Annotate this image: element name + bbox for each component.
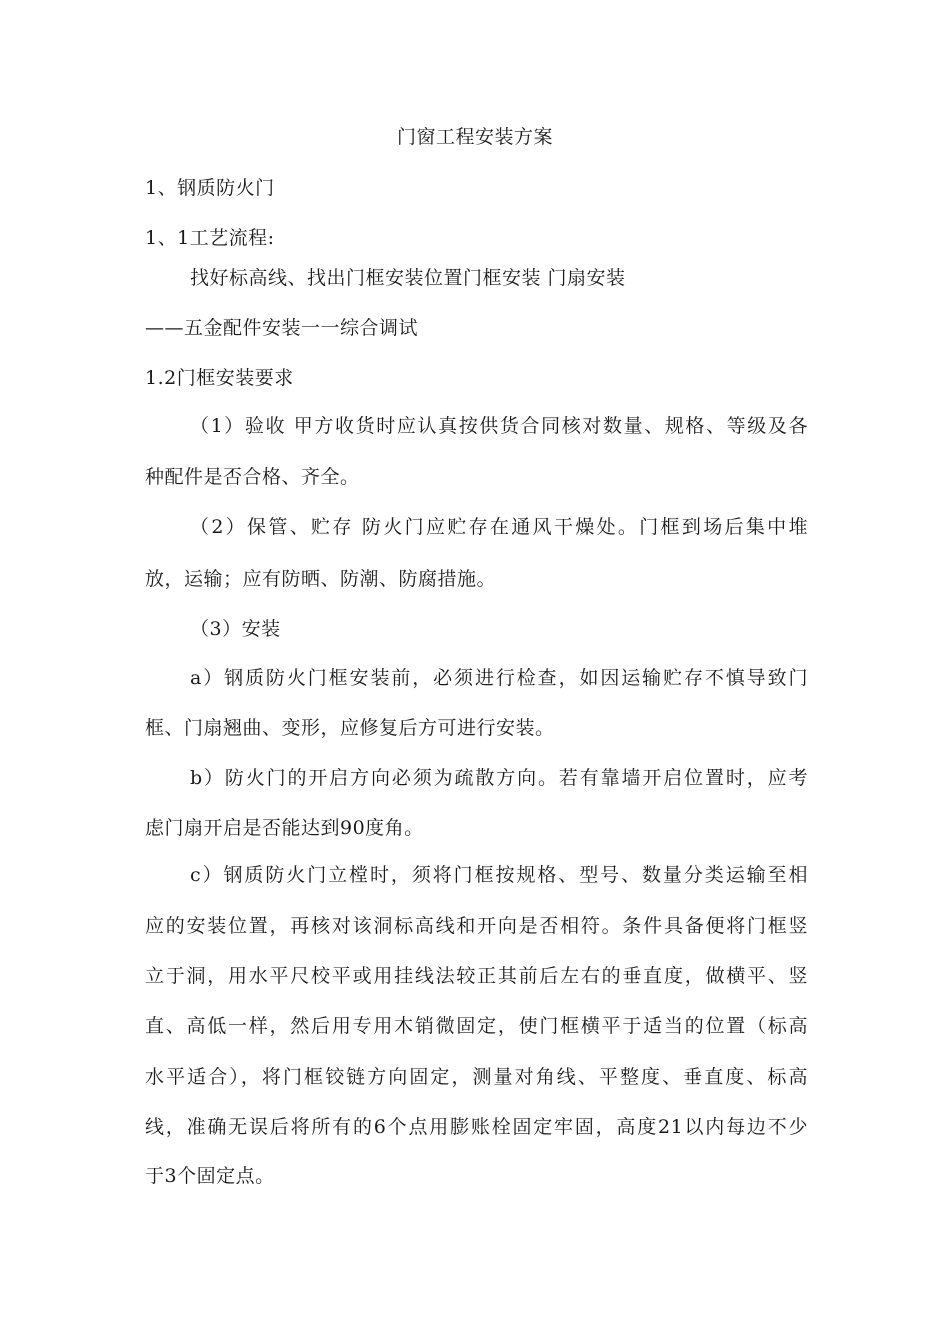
section-heading-steel-fire-door: 1、钢质防火门 — [145, 177, 275, 199]
subsection-heading-frame-requirements: 1.2门框安装要求 — [145, 367, 294, 389]
paragraph-acceptance-line-2: 种配件是否合格、齐全。 — [145, 466, 360, 488]
paragraph-c-line-7: 于3个固定点。 — [145, 1165, 275, 1187]
paragraph-a-line-2: 框、门扇翘曲、变形，应修复后方可进行安装。 — [145, 717, 555, 739]
paragraph-c-line-1: c）钢质防火门立樘时，须将门框按规格、型号、数量分类运输至相 — [190, 864, 808, 886]
paragraph-c-line-3: 立于洞，用水平尺校平或用挂线法较正其前后左右的垂直度，做横平、竖 — [145, 965, 808, 987]
paragraph-installation-heading: （3）安装 — [190, 618, 281, 640]
paragraph-acceptance-line-1: （1）验收 甲方收货时应认真按供货合同核对数量、规格、等级及各 — [190, 415, 808, 437]
paragraph-c-line-4: 直、高低一样，然后用专用木销微固定，使门框横平于适当的位置（标高 — [145, 1015, 808, 1037]
subsection-heading-process-flow: 1、1工艺流程: — [145, 227, 275, 249]
paragraph-storage-line-1: （2）保管、贮存 防火门应贮存在通风干燥处。门框到场后集中堆 — [190, 516, 808, 538]
process-flow-line-1: 找好标高线、找出门框安装位置门框安装 门扇安装 — [190, 267, 626, 289]
process-flow-line-2: ——五金配件安装一一综合调试 — [145, 317, 419, 339]
paragraph-b-line-2: 虑门扇开启是否能达到90度角。 — [145, 817, 424, 839]
paragraph-a-line-1: a）钢质防火门框安装前，必须进行检查，如因运输贮存不慎导致门 — [190, 667, 808, 689]
paragraph-c-line-2: 应的安装位置，再核对该洞标高线和开向是否相符。条件具备便将门框竖 — [145, 915, 808, 937]
paragraph-storage-line-2: 放，运输；应有防晒、防潮、防腐措施。 — [145, 568, 497, 590]
document-title: 门窗工程安装方案 — [396, 126, 553, 148]
paragraph-c-line-6: 线，准确无误后将所有的6个点用膨账栓固定牢固，高度21以内每边不少 — [145, 1116, 808, 1138]
paragraph-c-line-5: 水平适合），将门框铰链方向固定，测量对角线、平整度、垂直度、标高 — [145, 1066, 808, 1088]
paragraph-b-line-1: b）防火门的开启方向必须为疏散方向。若有靠墙开启位置时，应考 — [190, 767, 808, 789]
